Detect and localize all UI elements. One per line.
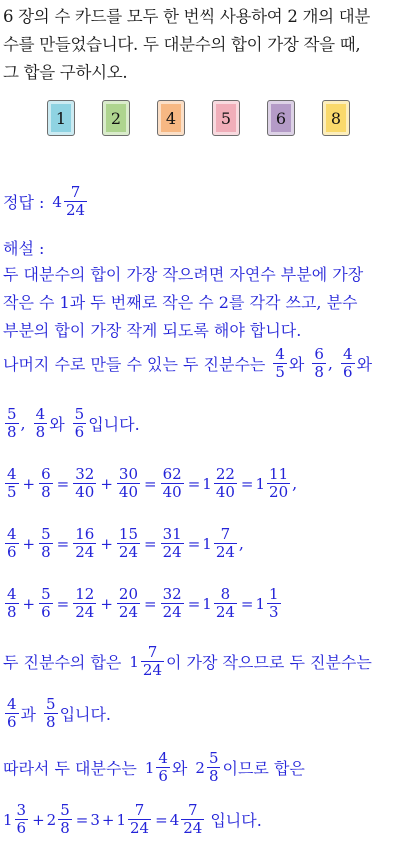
denominator: 5 [7, 483, 17, 501]
explanation-p4 [3, 696, 111, 731]
plus-sign: + [100, 534, 113, 553]
numerator: 30 [118, 465, 139, 483]
explanation-text: 두 대분수의 합이 가장 작으려면 자연수 부분에 가장 [3, 265, 364, 284]
numerator: 5 [60, 801, 70, 819]
numerator: 32 [75, 465, 95, 483]
denominator: 6 [74, 423, 85, 441]
equals-sign: = [144, 594, 157, 613]
fraction [39, 466, 53, 501]
numerator: 5 [46, 695, 56, 713]
denominator: 8 [314, 363, 324, 381]
fraction [5, 696, 19, 731]
numerator: 4 [35, 405, 46, 423]
fraction [5, 466, 19, 501]
numerator: 4 [7, 525, 17, 543]
explanation-text: 입니다. [88, 415, 140, 434]
numerator: 4 [158, 749, 168, 767]
equals-sign: = [56, 594, 70, 613]
denominator: 40 [215, 483, 235, 501]
fraction [15, 802, 29, 837]
explanation-p1 [3, 318, 301, 341]
numerator: 4 [343, 345, 353, 363]
plus-sign: + [22, 474, 36, 493]
denominator: 6 [41, 603, 51, 621]
answer-fraction [64, 184, 87, 219]
fraction [73, 586, 96, 621]
explanation-text: , [20, 414, 26, 433]
denominator: 40 [75, 483, 95, 501]
punctuation: , [238, 534, 244, 553]
numerator: 7 [134, 801, 145, 819]
explanation-text: 와 [356, 355, 373, 374]
denominator: 24 [142, 661, 163, 679]
equals-sign: = [144, 474, 157, 493]
equals-sign: = [144, 534, 157, 553]
question-line: 6 장의 수 카드를 모두 한 번씩 사용하여 2 개의 대분 [3, 7, 370, 26]
whole-number: 1 [144, 758, 155, 777]
denominator: 24 [118, 543, 139, 561]
numerator: 20 [118, 585, 139, 603]
numerator: 22 [215, 465, 235, 483]
explanation-text: 과 [20, 705, 37, 724]
explanation-text: 나머지 수로 만들 수 있는 두 진분수는 [3, 355, 266, 374]
explanation-label-text: 해설 : [3, 239, 45, 258]
explanation-text: 입니다. [210, 811, 262, 830]
denominator: 20 [269, 483, 289, 501]
numerator: 1 [269, 585, 279, 603]
explanation-text: 두 진분수의 합은 [3, 653, 122, 672]
question-line: 수를 만들었습니다. 두 대분수의 합이 가장 작을 때, [3, 35, 361, 54]
denominator: 40 [162, 483, 182, 501]
equals-sign: = [56, 474, 70, 493]
numerator: 4 [7, 585, 17, 603]
question-text [3, 3, 398, 87]
fraction [58, 802, 72, 837]
fraction [117, 586, 140, 621]
explanation-p3 [3, 644, 372, 679]
numerator: 15 [118, 525, 139, 543]
plus-sign: + [100, 474, 113, 493]
numerator: 4 [7, 695, 17, 713]
numerator: 5 [41, 585, 51, 603]
fraction [44, 696, 58, 731]
punctuation: , [292, 474, 298, 493]
numerator: 7 [220, 525, 231, 543]
equation-line [3, 466, 297, 501]
numerator: 7 [70, 183, 81, 201]
denominator: 24 [162, 543, 182, 561]
whole-number: 2 [46, 810, 57, 829]
explanation-p1 [3, 290, 358, 313]
denominator: 6 [158, 767, 168, 785]
numerator: 12 [75, 585, 95, 603]
explanation-text: 와 [171, 759, 188, 778]
explanation-label [3, 236, 44, 259]
fraction [267, 586, 281, 621]
fraction [181, 802, 204, 837]
equation-line [3, 586, 283, 621]
answer-line [3, 184, 89, 219]
numerator: 5 [74, 405, 85, 423]
equals-sign: = [240, 594, 254, 613]
explanation-text: 입니다. [59, 705, 112, 724]
explanation-text: 따라서 두 대분수는 [3, 759, 137, 778]
numerator: 6 [314, 345, 324, 363]
denominator: 24 [75, 603, 95, 621]
whole-number: 1 [116, 810, 127, 829]
numerator: 4 [275, 345, 285, 363]
numerator: 32 [162, 585, 182, 603]
equation-line [3, 526, 244, 561]
whole-number: 1 [3, 810, 13, 829]
denominator: 6 [7, 713, 17, 731]
equals-sign: = [240, 474, 254, 493]
denominator: 8 [35, 423, 46, 441]
whole-number: 1 [202, 594, 212, 613]
denominator: 8 [60, 819, 70, 837]
numerator: 3 [16, 801, 27, 819]
fraction [161, 466, 184, 501]
number-card: 5 [212, 100, 240, 136]
number-card: 2 [102, 100, 130, 136]
whole-number: 1 [255, 474, 266, 493]
explanation-text: 부분의 합이 가장 작게 되도록 해야 합니다. [3, 321, 302, 340]
whole-number: 1 [202, 534, 212, 553]
fraction [161, 526, 184, 561]
whole-number: 1 [255, 594, 266, 613]
whole-number: 1 [202, 474, 212, 493]
fraction [141, 644, 164, 679]
fraction [214, 466, 237, 501]
equals-sign: = [56, 534, 70, 553]
denominator: 8 [46, 713, 56, 731]
fraction [273, 346, 287, 381]
fraction [161, 586, 184, 621]
number-card: 6 [267, 100, 295, 136]
explanation-text: 작은 수 1과 두 번째로 작은 수 2를 각각 쓰고, 분수 [3, 293, 358, 312]
equals-sign: = [187, 594, 201, 613]
fraction [267, 466, 290, 501]
explanation-p2 [3, 346, 372, 381]
denominator: 8 [7, 603, 17, 621]
denominator: 6 [343, 363, 353, 381]
denominator: 24 [130, 819, 150, 837]
whole-number: 4 [169, 810, 180, 829]
denominator: 40 [118, 483, 139, 501]
numerator: 5 [208, 749, 219, 767]
fraction [312, 346, 326, 381]
fraction [156, 750, 170, 785]
numerator: 7 [188, 801, 198, 819]
fraction [128, 802, 151, 837]
fraction [73, 526, 96, 561]
final-equation [3, 802, 262, 837]
numerator: 5 [41, 525, 51, 543]
plus-sign: + [32, 810, 45, 829]
denominator: 8 [7, 423, 17, 441]
denominator: 24 [183, 819, 203, 837]
equals-sign: = [155, 810, 168, 829]
numerator: 8 [220, 585, 231, 603]
numerator: 11 [269, 465, 289, 483]
fraction [73, 406, 87, 441]
answer-label: 정답 : [3, 193, 45, 212]
denominator: 6 [16, 819, 27, 837]
explanation-p2 [3, 406, 140, 441]
fraction [5, 526, 19, 561]
numerator: 16 [75, 525, 95, 543]
fraction [117, 466, 140, 501]
numerator: 7 [147, 643, 158, 661]
number-card: 1 [47, 100, 75, 136]
denominator: 24 [75, 543, 95, 561]
fraction [117, 526, 140, 561]
whole-number: 2 [195, 758, 205, 777]
explanation-text: 이 가장 작으므로 두 진분수는 [166, 653, 372, 672]
equals-sign: = [187, 534, 201, 553]
fraction [214, 526, 237, 561]
number-card: 8 [322, 100, 350, 136]
equals-sign: = [75, 810, 89, 829]
denominator: 8 [41, 543, 51, 561]
denominator: 24 [215, 543, 235, 561]
explanation-text: , [327, 354, 334, 373]
numerator: 4 [7, 465, 17, 483]
denominator: 6 [7, 543, 17, 561]
fraction [5, 586, 19, 621]
number-cards [0, 100, 400, 140]
fraction [5, 406, 19, 441]
explanation-text: 와 [49, 415, 65, 434]
number-card: 4 [157, 100, 185, 136]
fraction [39, 586, 53, 621]
plus-sign: + [101, 810, 115, 829]
denominator: 24 [215, 603, 235, 621]
fraction [39, 526, 53, 561]
plus-sign: + [100, 594, 113, 613]
question-line: 그 합을 구하시오. [3, 63, 128, 82]
fraction [214, 586, 237, 621]
plus-sign: + [22, 534, 36, 553]
fraction [34, 406, 48, 441]
answer-whole: 4 [52, 192, 62, 211]
numerator: 31 [162, 525, 182, 543]
numerator: 62 [162, 465, 182, 483]
equals-sign: = [187, 474, 201, 493]
denominator: 24 [118, 603, 139, 621]
whole-number: 1 [129, 652, 139, 671]
whole-number: 3 [90, 810, 100, 829]
denominator: 5 [275, 363, 285, 381]
fraction [207, 750, 221, 785]
numerator: 6 [41, 465, 51, 483]
explanation-p1 [3, 262, 363, 285]
fraction [73, 466, 96, 501]
plus-sign: + [22, 594, 36, 613]
fraction [341, 346, 355, 381]
denominator: 3 [269, 603, 279, 621]
numerator: 5 [7, 405, 17, 423]
explanation-p5 [3, 750, 305, 785]
denominator: 24 [65, 201, 86, 219]
denominator: 8 [208, 767, 219, 785]
explanation-text: 이므로 합은 [222, 759, 305, 778]
explanation-text: 와 [288, 355, 305, 374]
denominator: 24 [162, 603, 182, 621]
denominator: 8 [41, 483, 51, 501]
